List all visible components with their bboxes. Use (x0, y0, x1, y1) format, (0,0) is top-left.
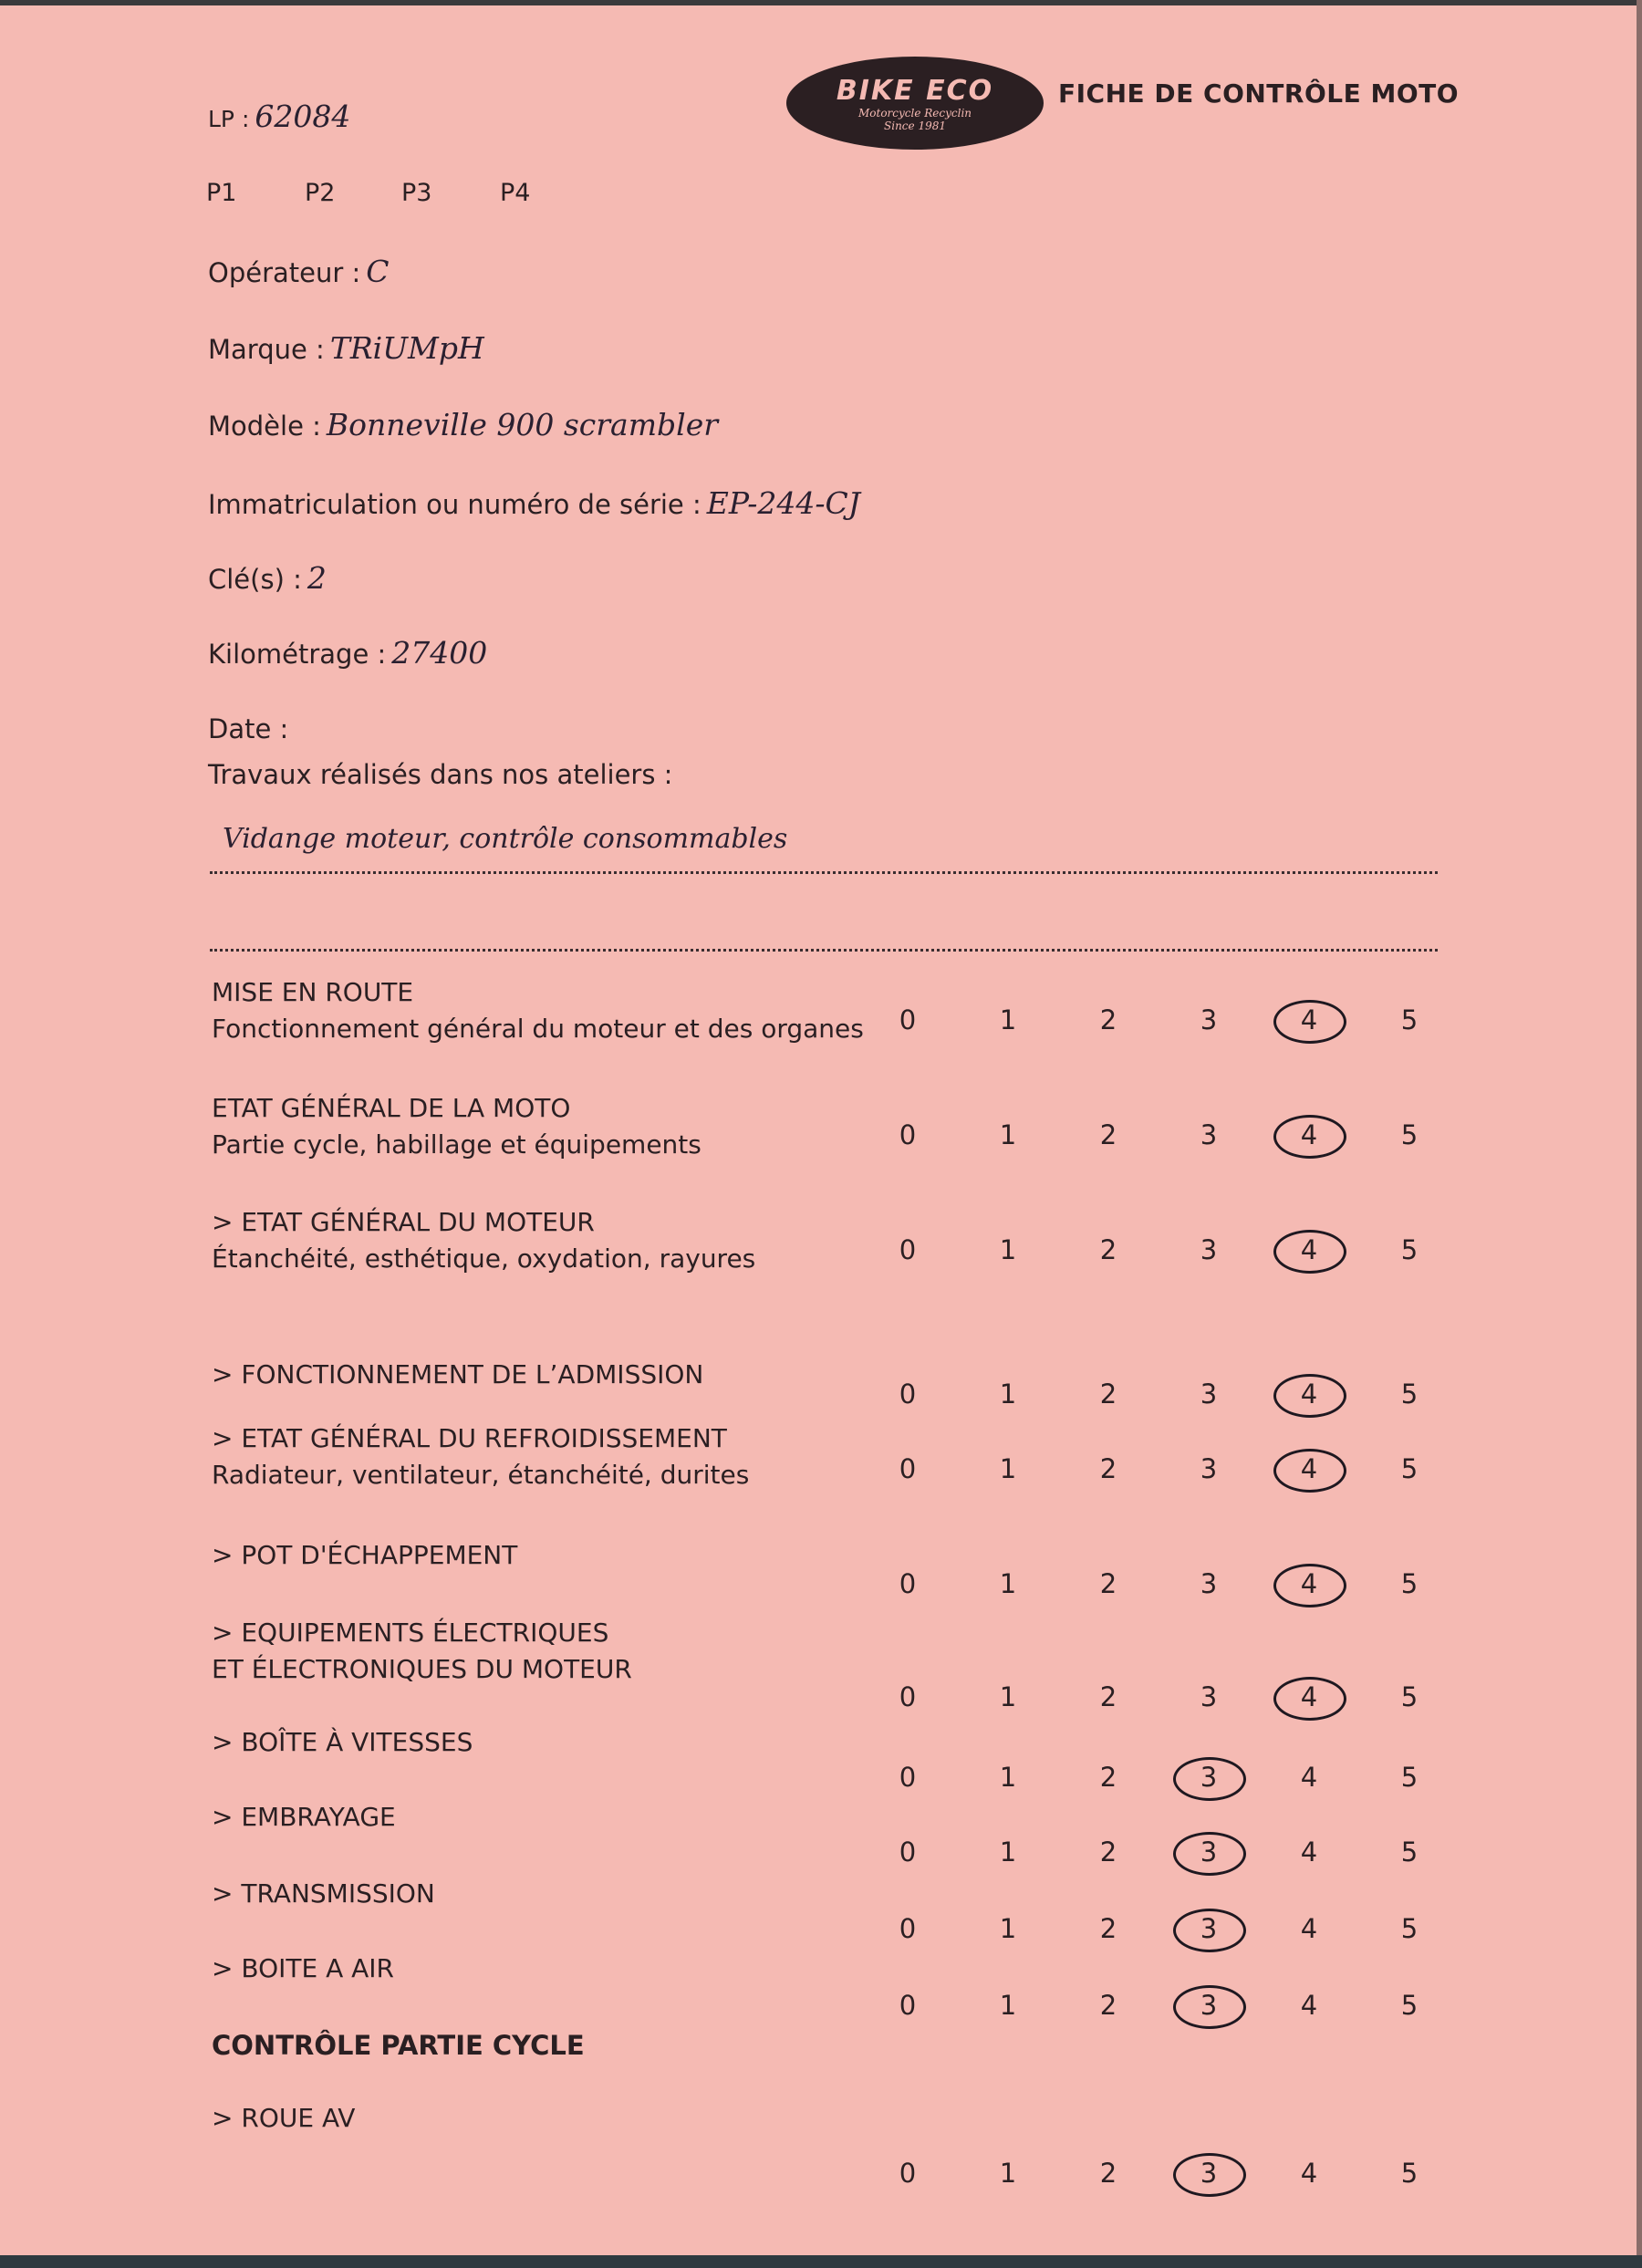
page-edge-right (1637, 0, 1642, 2268)
score-option: 5 (1400, 1453, 1419, 1484)
score-option: 0 (899, 1004, 917, 1035)
score-option-selected: 4 (1277, 993, 1341, 1047)
item-subtitle: Étanchéité, esthétique, oxydation, rayures (212, 1243, 756, 1274)
score-option: 1 (999, 2158, 1017, 2189)
score-option: 0 (899, 1453, 917, 1484)
position-p2: P2 (305, 179, 336, 207)
score-option: 2 (1099, 1568, 1117, 1599)
control-item-label (212, 1204, 755, 1277)
score-option: 1 (999, 1836, 1017, 1867)
lp-field (208, 99, 350, 134)
position-p4: P4 (500, 179, 531, 207)
works-value: Vidange moteur, contrôle consommables (223, 823, 788, 855)
model-label: Modèle : (208, 411, 321, 442)
control-item-label (212, 2100, 355, 2137)
score-option: 4 (1300, 1836, 1318, 1867)
lp-label: LP : (208, 106, 250, 132)
score-option: 5 (1400, 1990, 1419, 2021)
registration-value: EP-244-CJ (706, 485, 861, 521)
score-option: 0 (899, 1681, 917, 1712)
score-option: 2 (1099, 1913, 1117, 1944)
score-option: 1 (999, 1378, 1017, 1410)
score-option: 2 (1099, 1119, 1117, 1150)
score-scale (876, 1108, 1441, 1162)
score-option: 2 (1099, 1004, 1117, 1035)
score-option: 4 (1300, 1990, 1318, 2021)
brand-value: TRiUMpH (329, 330, 484, 366)
score-option: 1 (999, 1990, 1017, 2021)
score-option: 3 (1200, 1004, 1218, 1035)
score-option: 5 (1400, 1836, 1419, 1867)
control-item-label (212, 1537, 517, 1574)
registration-field (208, 485, 860, 521)
item-title: > BOITE A AIR (212, 1953, 394, 1983)
mileage-label: Kilométrage : (208, 639, 387, 670)
score-option: 5 (1400, 1004, 1419, 1035)
score-option: 5 (1400, 1568, 1419, 1599)
score-option: 2 (1099, 1453, 1117, 1484)
item-title: > ROUE AV (212, 2103, 356, 2133)
score-option: 2 (1099, 1378, 1117, 1410)
score-option: 1 (999, 1681, 1017, 1712)
score-option: 4 (1300, 2158, 1318, 2189)
score-option: 1 (999, 1119, 1017, 1150)
score-option: 5 (1400, 1119, 1419, 1150)
score-option: 2 (1099, 1836, 1117, 1867)
logo-text: BIKE ECO (836, 74, 994, 107)
page-edge-bottom (0, 2255, 1642, 2268)
works-label: Travaux réalisés dans nos ateliers : (208, 759, 673, 790)
works-line-2 (210, 949, 1438, 952)
brand-label: Marque : (208, 334, 325, 365)
score-option: 5 (1400, 1234, 1419, 1265)
control-item-label (212, 974, 864, 1047)
score-option-selected: 4 (1277, 1670, 1341, 1724)
control-item-label (212, 1876, 435, 1912)
score-option: 2 (1099, 2158, 1117, 2189)
score-scale (876, 1556, 1441, 1611)
item-title: MISE EN ROUTE (212, 977, 414, 1007)
score-option: 1 (999, 1568, 1017, 1599)
item-subtitle: Partie cycle, habillage et équipements (212, 1129, 701, 1160)
score-option: 3 (1200, 1681, 1218, 1712)
score-option: 0 (899, 1762, 917, 1793)
operator-value: C (366, 254, 390, 289)
score-option: 2 (1099, 1990, 1117, 2021)
score-scale (876, 2146, 1441, 2200)
model-value: Bonneville 900 scrambler (326, 407, 719, 442)
control-item-label (212, 1799, 396, 1836)
control-item-label (212, 1951, 394, 1987)
control-item-label (212, 1615, 632, 1688)
position-p3: P3 (401, 179, 432, 207)
score-option: 4 (1300, 1762, 1318, 1793)
score-option: 0 (899, 1378, 917, 1410)
score-option: 2 (1099, 1681, 1117, 1712)
works-field (208, 759, 672, 790)
score-option: 5 (1400, 1913, 1419, 1944)
score-option: 5 (1400, 1378, 1419, 1410)
date-field (208, 713, 288, 744)
item-title: > FONCTIONNEMENT DE L’ADMISSION (212, 1359, 704, 1389)
bike-eco-logo (786, 57, 1044, 150)
item-title: > EMBRAYAGE (212, 1802, 396, 1832)
score-option: 3 (1200, 1119, 1218, 1150)
keys-value: 2 (307, 560, 327, 596)
section-title-cycle: CONTRÔLE PARTIE CYCLE (212, 2030, 585, 2061)
score-option: 4 (1300, 1913, 1318, 1944)
score-option-selected: 4 (1277, 1441, 1341, 1496)
item-title: ETAT GÉNÉRAL DE LA MOTO (212, 1093, 571, 1123)
logo-subtitle: Motorcycle Recyclin (857, 106, 972, 120)
item-title: > EQUIPEMENTS ÉLECTRIQUES (212, 1618, 609, 1648)
score-option: 2 (1099, 1234, 1117, 1265)
mileage-value: 27400 (391, 635, 488, 671)
score-option: 5 (1400, 2158, 1419, 2189)
score-option: 3 (1200, 1568, 1218, 1599)
position-p1: P1 (206, 179, 237, 207)
keys-label: Clé(s) : (208, 564, 302, 595)
score-option-selected: 4 (1277, 1108, 1341, 1162)
item-subtitle: Radiateur, ventilateur, étanchéité, durites (212, 1460, 750, 1490)
score-scale (876, 1750, 1441, 1805)
works-line-1 (210, 871, 1438, 874)
score-option: 3 (1200, 1378, 1218, 1410)
score-option: 0 (899, 1234, 917, 1265)
item-subtitle: ET ÉLECTRONIQUES DU MOTEUR (212, 1654, 632, 1684)
score-option: 2 (1099, 1762, 1117, 1793)
model-field (208, 407, 718, 442)
score-option-selected: 4 (1277, 1222, 1341, 1277)
score-option: 0 (899, 1913, 917, 1944)
score-option-selected: 3 (1177, 1825, 1241, 1879)
score-option: 1 (999, 1004, 1017, 1035)
score-scale (876, 1825, 1441, 1879)
score-option: 0 (899, 1990, 917, 2021)
lp-value: 62084 (255, 99, 351, 134)
control-item-label (212, 1357, 703, 1393)
score-scale (876, 1670, 1441, 1724)
score-option: 1 (999, 1762, 1017, 1793)
score-option: 1 (999, 1453, 1017, 1484)
item-title: > POT D'ÉCHAPPEMENT (212, 1540, 518, 1570)
operator-label: Opérateur : (208, 257, 361, 288)
score-option-selected: 3 (1177, 1750, 1241, 1805)
score-option: 5 (1400, 1762, 1419, 1793)
form-title: FICHE DE CONTRÔLE MOTO (1058, 78, 1460, 109)
score-option-selected: 4 (1277, 1367, 1341, 1421)
score-option: 3 (1200, 1453, 1218, 1484)
item-title: > TRANSMISSION (212, 1878, 435, 1909)
score-option-selected: 4 (1277, 1556, 1341, 1611)
control-item-label (212, 1420, 749, 1493)
control-item-label (212, 1090, 701, 1163)
keys-field (208, 560, 327, 596)
item-title: > BOÎTE À VITESSES (212, 1727, 473, 1757)
score-option: 0 (899, 2158, 917, 2189)
score-option: 0 (899, 1836, 917, 1867)
score-scale (876, 1441, 1441, 1496)
score-option-selected: 3 (1177, 2146, 1241, 2200)
score-option: 5 (1400, 1681, 1419, 1712)
registration-label: Immatriculation ou numéro de série : (208, 489, 701, 520)
score-option: 0 (899, 1119, 917, 1150)
score-scale (876, 1367, 1441, 1421)
score-option: 1 (999, 1234, 1017, 1265)
item-title: > ETAT GÉNÉRAL DU REFROIDISSEMENT (212, 1423, 727, 1453)
date-label: Date : (208, 713, 289, 744)
item-title: > ETAT GÉNÉRAL DU MOTEUR (212, 1207, 595, 1237)
score-scale (876, 1978, 1441, 2033)
page-edge-top (0, 0, 1642, 5)
control-item-label (212, 1724, 473, 1761)
score-option-selected: 3 (1177, 1901, 1241, 1956)
score-scale (876, 993, 1441, 1047)
mileage-field (208, 635, 487, 671)
score-scale (876, 1222, 1441, 1277)
score-option-selected: 3 (1177, 1978, 1241, 2033)
operator-field (208, 254, 390, 289)
score-scale (876, 1901, 1441, 1956)
logo-since: Since 1981 (884, 119, 946, 132)
score-option: 0 (899, 1568, 917, 1599)
brand-field (208, 330, 484, 366)
score-option: 3 (1200, 1234, 1218, 1265)
score-option: 1 (999, 1913, 1017, 1944)
item-subtitle: Fonctionnement général du moteur et des organes (212, 1014, 864, 1044)
